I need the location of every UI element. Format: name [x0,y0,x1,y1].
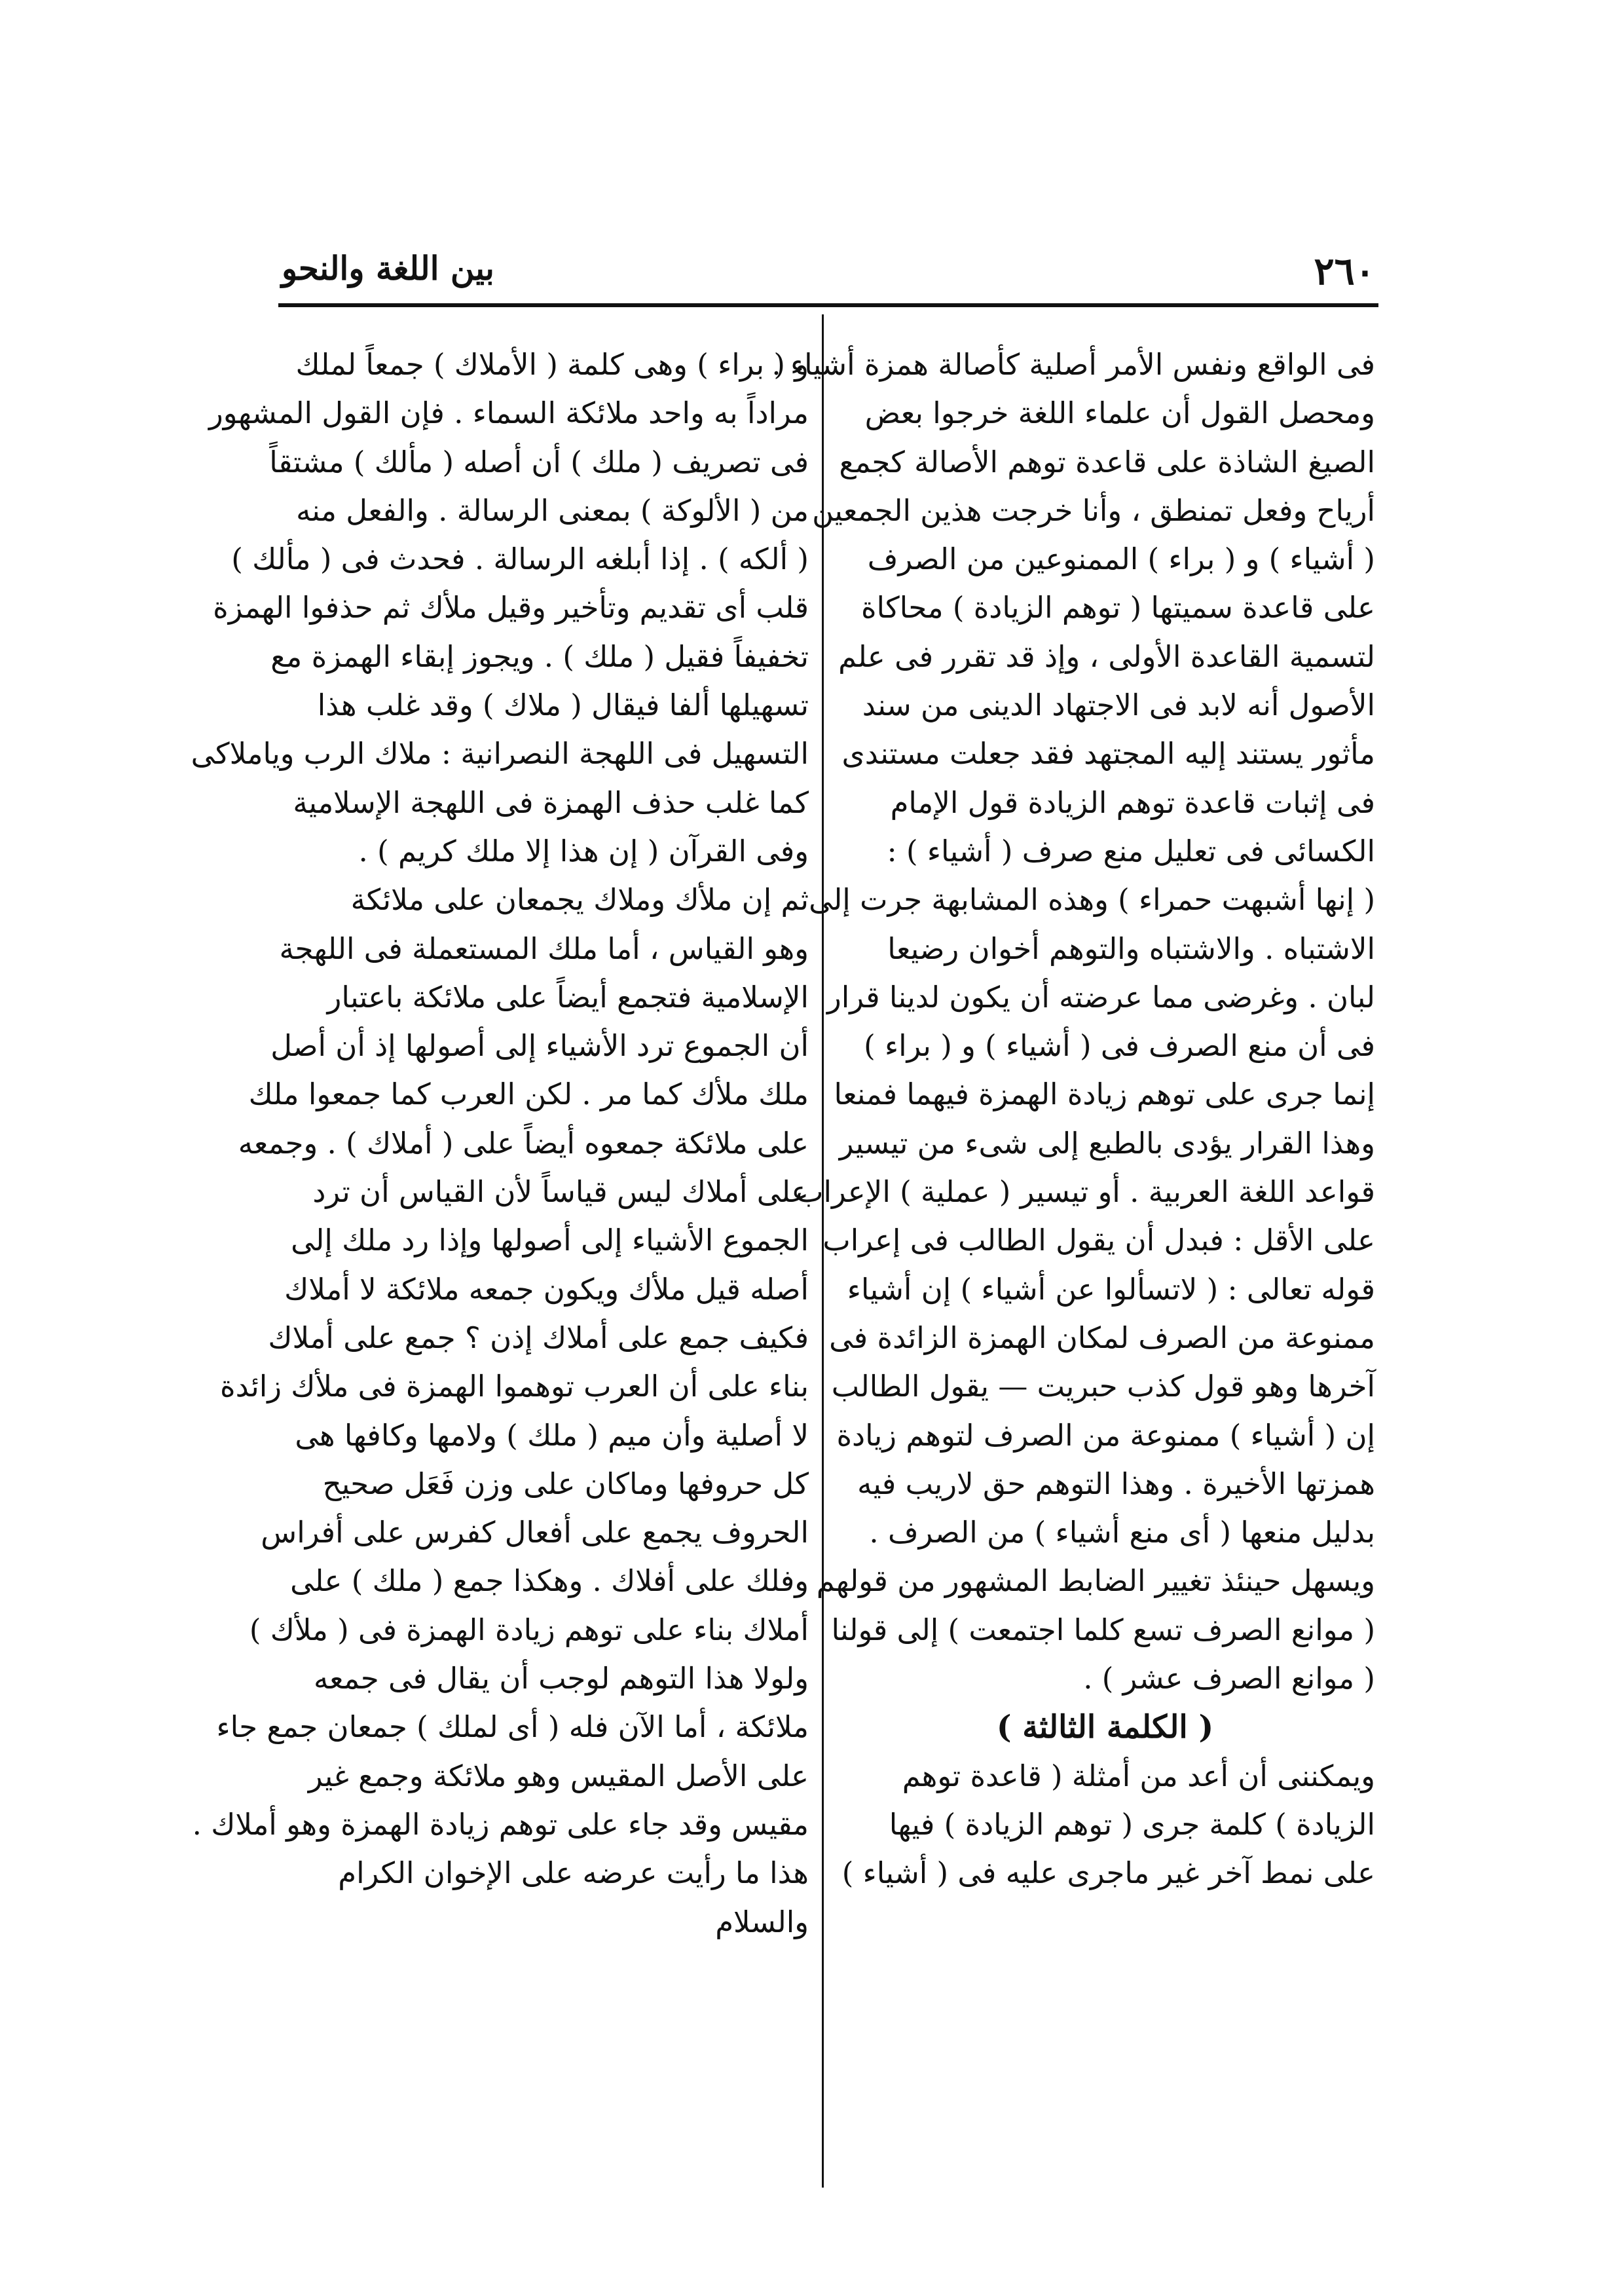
text-line: مقيس وقد جاء على توهم زيادة الهمزة وهو أملاك . [192,1806,809,1842]
text-line: ( أشياء ) و ( براء ) الممنوعين من الصرف [867,542,1375,577]
text-line: فى الواقع ونفس الأمر أصلية كأصالة همزة أشياء . [771,347,1375,382]
text-line: إنما جرى على توهم زيادة الهمزة فيهما فمنعا [834,1077,1375,1112]
left-column [191,341,809,1947]
text-line: أملاك بناء على توهم زيادة الهمزة فى ( ملأك ) [249,1612,809,1647]
text-line: وهذا القرار يؤدى بالطبع إلى شىء من تيسير [839,1125,1375,1161]
text-line: والسلام [715,1904,809,1939]
text-line: ومحصل القول أن علماء اللغة خرجوا بعض [864,396,1375,431]
text-line: على ملائكة جمعوه أيضاً على ( أملاك ) . وجمعه [238,1125,809,1161]
text-line: بدليل منعها ( أى منع أشياء ) من الصرف . [869,1515,1375,1550]
text-line: أرياح وفعل تمنطق ، وأنا خرجت هذين الجمعين [812,493,1375,528]
text-line: آخرها وهو قول كذب حبريت — يقول الطالب [831,1369,1375,1404]
text-line: التسهيل فى اللهجة النصرانية : ملاك الرب وياملاكى [191,736,809,772]
text-line: تسهيلها ألفا فيقال ( ملاك ) وقد غلب هذا [317,688,809,723]
text-line: أصله قيل ملأك ويكون جمعه ملائكة لا أملاك [284,1271,809,1307]
page-header [282,249,1375,301]
text-line: ثم إن ملأك وملاك يجمعان على ملائكة [350,882,809,918]
text-line: الكسائى فى تعليل منع صرف ( أشياء ) : [887,833,1375,868]
text-line: بناء على أن العرب توهموا الهمزة فى ملأك زائدة [220,1369,809,1404]
text-line: وفى القرآن ( إن هذا إلا ملك كريم ) . [358,833,809,868]
text-line: مراداً به واحد ملائكة السماء . فإن القول المشهور [208,396,809,431]
text-line: على نمط آخر غير ماجرى عليه فى ( أشياء ) [841,1856,1375,1891]
text-line: الحروف يجمع على أفعال كفرس على أفراس [261,1515,809,1550]
text-line: لتسمية القاعدة الأولى ، وإذ قد تقرر فى علم [838,639,1375,674]
text-line: و ( براء ) وهى كلمة ( الأملاك ) جمعاً لملك [295,347,809,382]
text-line: على الأصل المقيس وهو ملائكة وجمع غير [308,1758,809,1793]
text-line: الجموع الأشياء إلى أصولها وإذا رد ملك إلى [291,1223,809,1258]
text-line: ملك ملأك كما مر . لكن العرب كما جمعوا ملك [248,1077,809,1112]
text-line: فكيف جمع على أملاك إذن ؟ جمع على أملاك [268,1320,809,1355]
text-line: الصيغ الشاذة على قاعدة توهم الأصالة كجمع [839,444,1375,479]
text-line: همزتها الأخيرة . وهذا التوهم حق لاريب فيه [857,1466,1375,1501]
text-line: لا أصلية وأن ميم ( ملك ) ولامها وكافها هى [295,1417,809,1453]
text-line: ( موانع الصرف تسع كلما اجتمعت ) إلى قولنا [831,1612,1375,1647]
text-line: ممنوعة من الصرف لمكان الهمزة الزائدة فى [829,1320,1375,1355]
text-line: وفلك على أفلاك . وهكذا جمع ( ملك ) على [290,1563,809,1599]
text-line: تخفيفاً فقيل ( ملك ) . ويجوز إبقاء الهمزة مع [270,639,809,674]
text-line: قلب أى تقديم وتأخير وقيل ملأك ثم حذفوا الهمزة [213,590,809,625]
text-line: وهو القياس ، أما ملك المستعملة فى اللهجة [279,931,809,966]
text-line: قوله تعالى : ( لاتسألوا عن أشياء ) إن أشياء [847,1271,1375,1307]
right-column [771,341,1375,1898]
text-line: ويمكننى أن أعد من أمثلة ( قاعدة توهم [902,1758,1375,1793]
page-number: ٢٦٠ [1314,249,1375,293]
text-line: لبان . وغرضى مما عرضته أن يكون لدينا قرار [827,979,1375,1015]
text-line: الأصول أنه لابد فى الاجتهاد الدينى من سند [862,688,1375,723]
text-line: ويسهل حينئذ تغيير الضابط المشهور من قولهم [816,1563,1375,1599]
text-line: على أملاك ليس قياساً لأن القياس أن ترد [312,1174,809,1210]
text-line: مأثور يستند إليه المجتهد فقد جعلت مستندى [841,736,1375,772]
text-line: فى أن منع الصرف فى ( أشياء ) و ( براء ) [864,1028,1375,1064]
text-line: أن الجموع ترد الأشياء إلى أصولها إذ أن أصل [270,1028,809,1064]
text-line: ملائكة ، أما الآن فله ( أى لملك ) جمعان جمع جاء [216,1709,809,1745]
text-line: هذا ما رأيت عرضه على الإخوان الكرام [338,1856,809,1891]
text-line: كل حروفها وماكان على وزن فَعَل صحيح [322,1466,809,1501]
text-line: الزيادة ) كلمة جرى ( توهم الزيادة ) فيها [889,1806,1375,1842]
text-line: ( ألكه ) . إذا أبلغه الرسالة . فحدث فى ( مألك ) [231,542,809,577]
text-line: الإسلامية فتجمع أيضاً على ملائكة باعتبار [327,979,809,1015]
text-line: الاشتباه . والاشتباه والتوهم أخوان رضيعا [887,931,1375,966]
text-line: ( موانع الصرف عشر ) . [1083,1661,1375,1696]
text-line: إن ( أشياء ) ممنوعة من الصرف لتوهم زيادة [836,1417,1375,1453]
section-heading: ( الكلمة الثالثة ) [996,1709,1214,1746]
running-title: بين اللغة والنحو [282,249,494,288]
text-line: كما غلب حذف الهمزة فى اللهجة الإسلامية [293,785,809,820]
text-line: من ( الألوكة ) بمعنى الرسالة . والفعل منه [296,493,809,528]
text-line: على قاعدة سميتها ( توهم الزيادة ) محاكاة [860,590,1375,625]
header-rule [278,303,1378,307]
text-line: قواعد اللغة العربية . أو تيسير ( عملية ) الإعراب [796,1174,1375,1210]
text-line: على الأقل : فبدل أن يقول الطالب فى إعراب [822,1223,1375,1258]
text-line: ( إنها أشبهت حمراء ) وهذه المشابهة جرت إلى [809,882,1375,918]
text-line: فى تصريف ( ملك ) أن أصله ( مألك ) مشتقاً [269,444,809,479]
text-line: ولولا هذا التوهم لوجب أن يقال فى جمعه [314,1661,809,1696]
text-line: فى إثبات قاعدة توهم الزيادة قول الإمام [890,785,1375,820]
